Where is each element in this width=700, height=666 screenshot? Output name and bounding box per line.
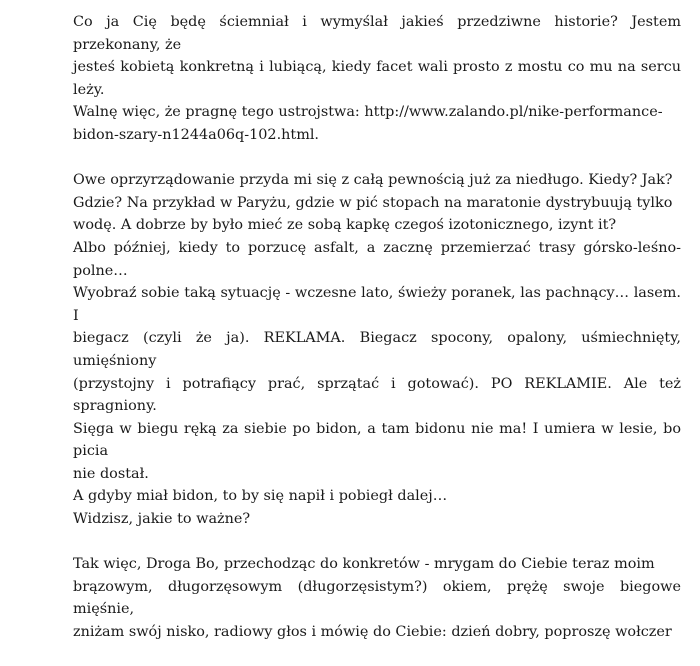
text-line: bidon-szary-n1244a06q-102.html. xyxy=(73,126,320,143)
text-line: Wyobraź sobie taką sytuację - wczesne lato, świeży poranek, las pachnący… lasem. I xyxy=(73,285,681,324)
paragraph-story xyxy=(73,169,681,531)
article-body xyxy=(73,11,681,666)
text-line: Walnę więc, że pragnę tego ustrojstwa: http://www.zalando.pl/nike-performance- xyxy=(73,104,663,121)
text-line: Gdzie? Na przykład w Paryżu, gdzie w pić stopach na maratonie dystrybuują tylko xyxy=(73,194,673,211)
paragraph-conclusion xyxy=(73,553,681,643)
text-line: Owe oprzyrządowanie przyda mi się z całą pewnością już za niedługo. Kiedy? Jak? xyxy=(73,172,673,189)
text-line: wodę. A dobrze by było mieć ze sobą kapkę czegoś izotonicznego, izynt it? xyxy=(73,217,617,234)
text-line: biegacz (czyli że ja). REKLAMA. Biegacz spocony, opalony, uśmiechnięty, umięśniony xyxy=(73,330,681,369)
paragraph-intro xyxy=(73,11,681,147)
text-line: brązowym, długorzęsowym (długorzęsistym?) okiem, prężę swoje biegowe mięśnie, xyxy=(73,578,681,618)
text-line: Tak więc, Droga Bo, przechodząc do konkretów - mrygam do Ciebie teraz moim xyxy=(73,556,655,573)
text-line: A gdyby miał bidon, to by się napił i pobiegł dalej… xyxy=(73,488,448,505)
text-line: jesteś kobietą konkretną i lubiącą, kiedy facet wali prosto z mostu co mu na sercu leży. xyxy=(73,59,681,98)
text-line: Co ja Cię będę ściemniał i wymyślał jakieś przedziwne historie? Jestem przekonany, że xyxy=(73,14,681,53)
text-line: zniżam swój nisko, radiowy głos i mówię do Ciebie: dzień dobry, poproszę wołczer xyxy=(73,624,672,641)
text-line: nie dostał. xyxy=(73,465,149,482)
text-line: (przystojny i potrafiący prać, sprzątać i gotować). PO REKLAMIE. Ale też spragniony. xyxy=(73,375,681,415)
text-line: Widzisz, jakie to ważne? xyxy=(73,511,251,528)
text-line: Albo później, kiedy to porzucę asfalt, a zacznę przemierzać trasy górsko-leśno-polne… xyxy=(73,239,681,279)
text-line: Sięga w biegu ręką za siebie po bidon, a tam bidonu nie ma! I umiera w lesie, bo picia xyxy=(73,420,681,460)
